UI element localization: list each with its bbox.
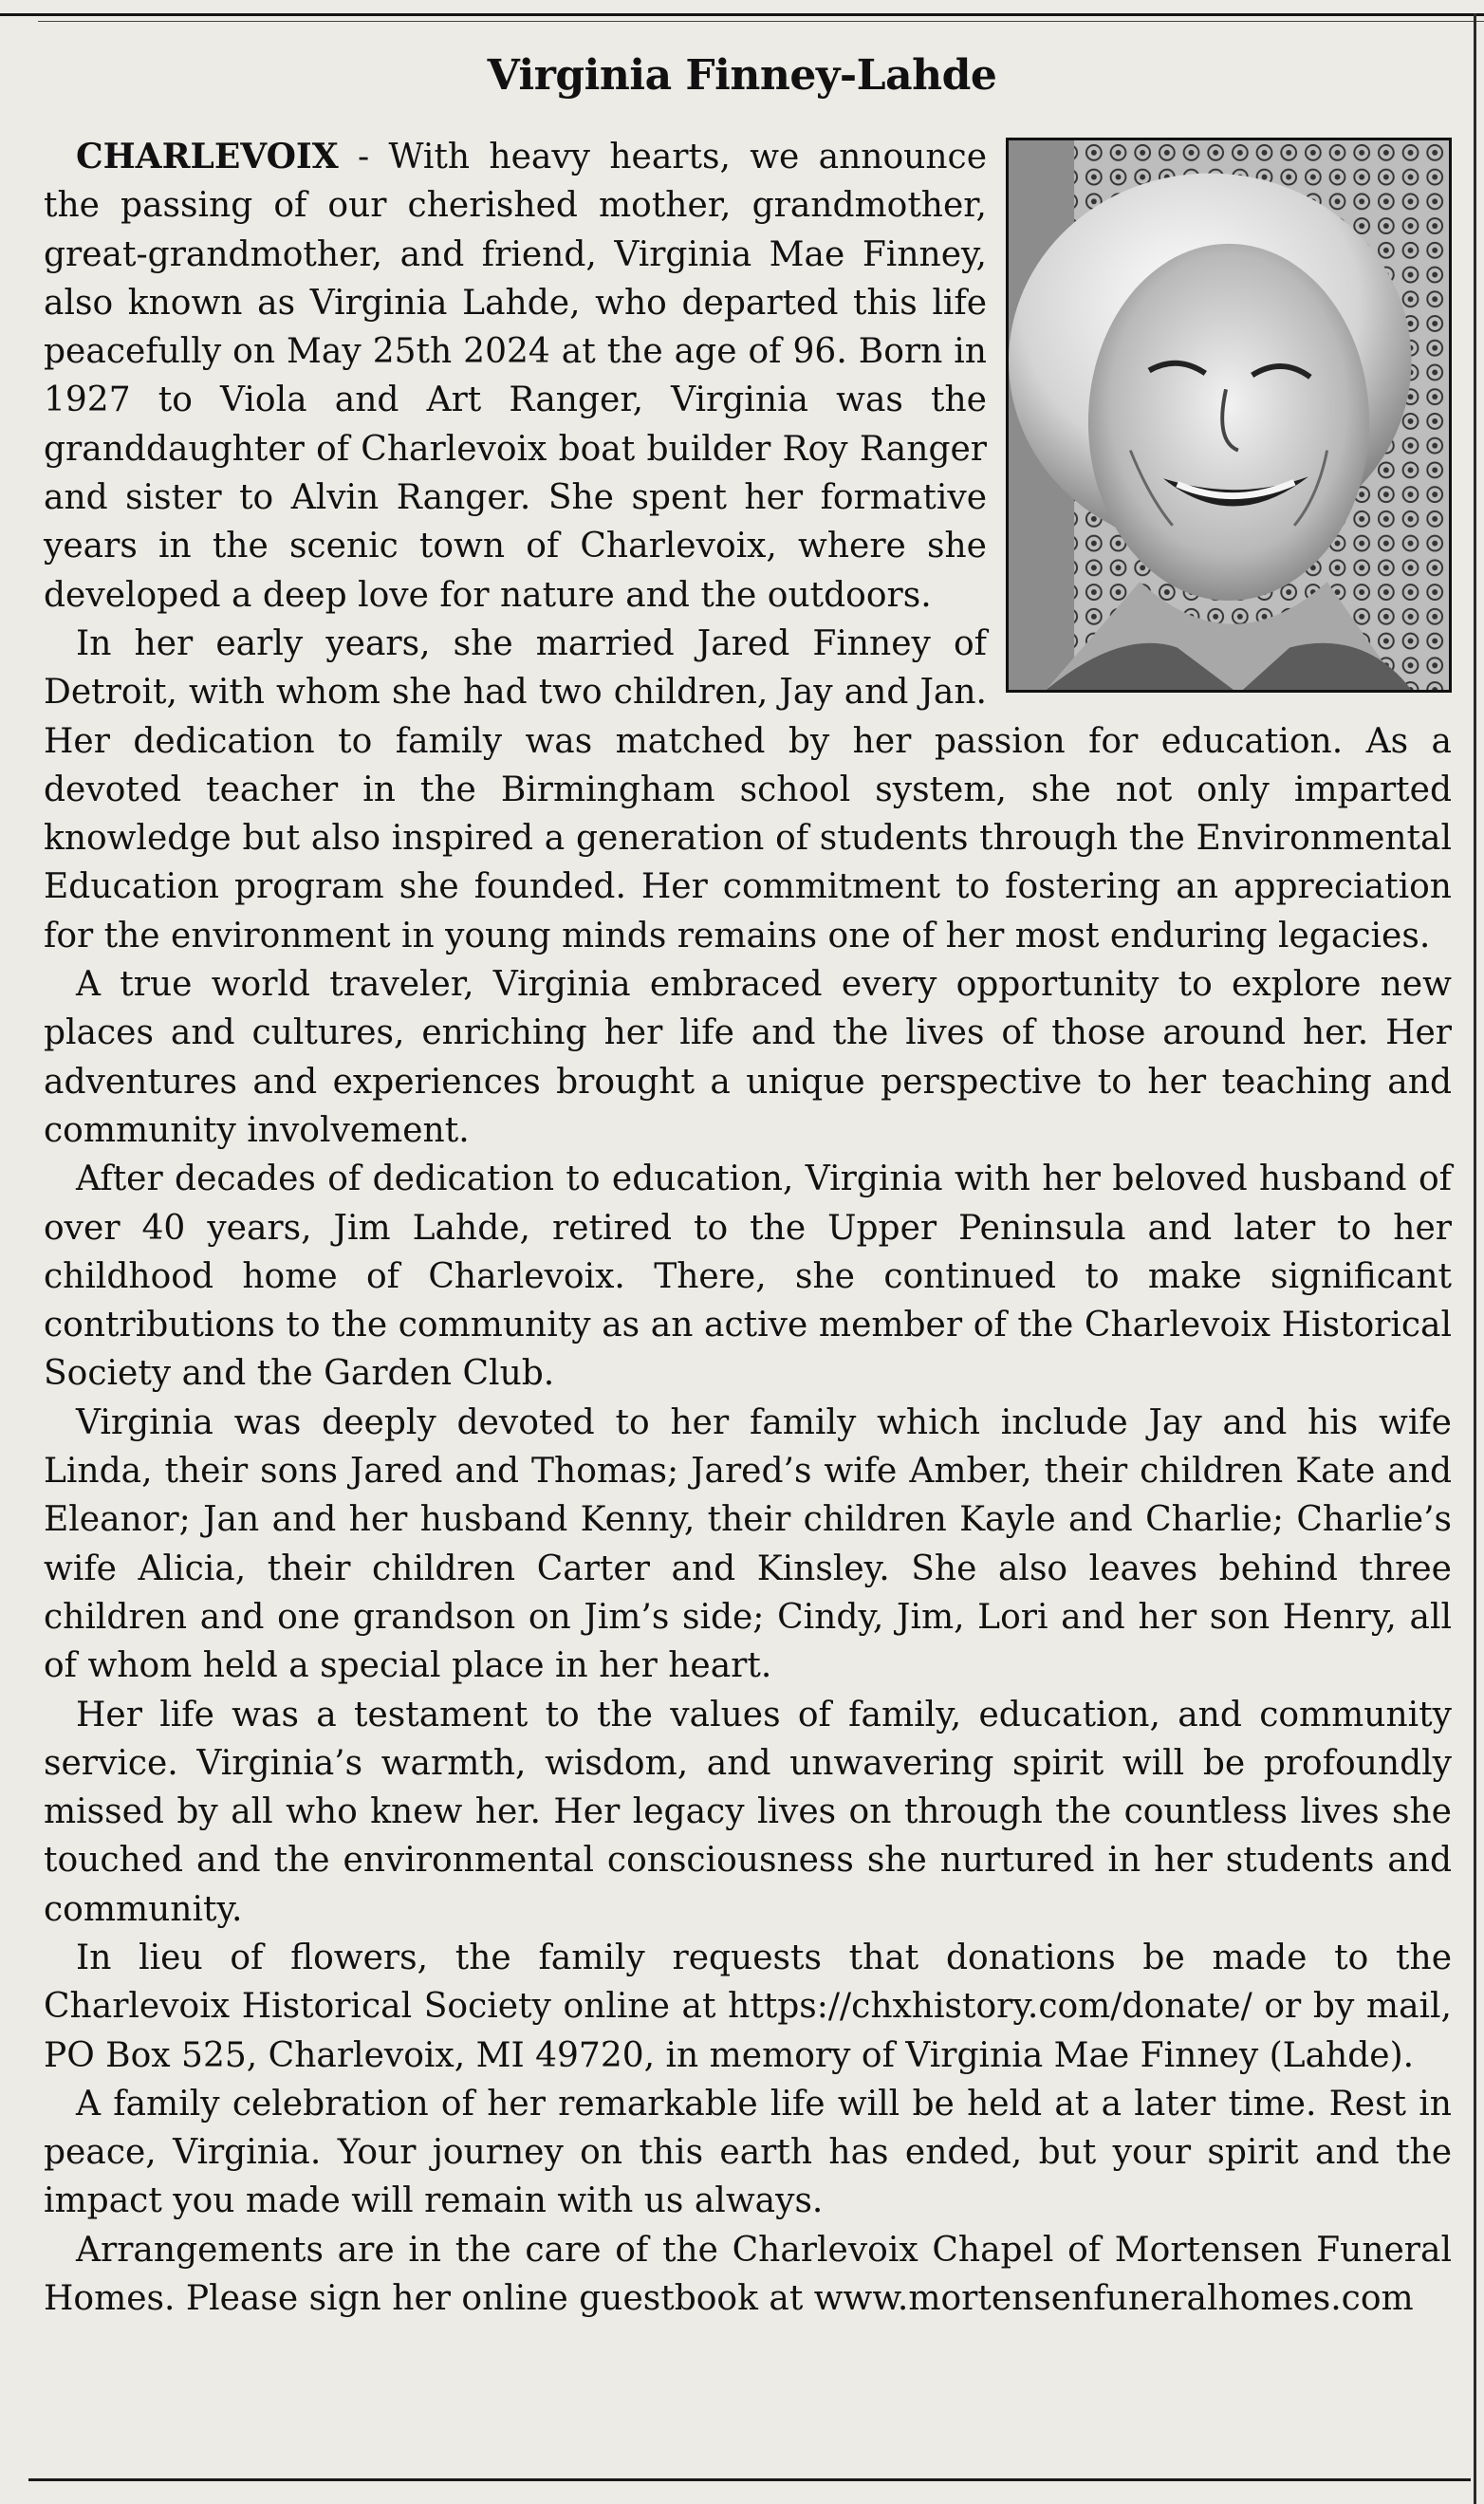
top-rule — [0, 13, 1484, 16]
paragraph-2: In her early years, she married Jared Finney of Detroit, with whom she had two children, Jay and Jan. Her dedication to family was matched by her passion for education. As a devoted teacher in the Birmingham school system, she not only imparted knowledge but also inspired a generation of students through the Environmental Education program she founded. Her commitment to fostering an appreciation for the environment in young minds remains one of her most enduring legacies. — [44, 623, 1452, 955]
paragraph-3: A true world traveler, Virginia embraced every opportunity to explore new places and cultures, enriching her life and the lives of those around her. Her adventures and experiences brought a unique perspective to her teaching and community involvement. — [44, 965, 1452, 1150]
paragraph-1-text: - With heavy hearts, we announce the passing of our cherished mother, grandmother, great-grandmother, and friend, Virginia Mae Finney, also known as Virginia Lahde, who departed this life peacefully on May 25th 2024 at the age of 96. Born in 1927 to Viola and Art Ranger, Virginia was the granddaughter of Charlevoix boat builder Roy Ranger and sister to Alvin Ranger. She spent her formative years in the scenic town of Charlevoix, where she developed a deep love for nature and the outdoors. — [44, 138, 987, 615]
dateline: CHARLEVOIX — [76, 137, 339, 176]
paragraph-8: A family celebration of her remarkable life will be held at a later time. Rest in peace, Virginia. Your journey on this earth has ended, but your spirit and the impact you made will remain with us always. — [44, 2084, 1452, 2221]
paragraph-9: Arrangements are in the care of the Charlevoix Chapel of Mortensen Funeral Homes. Please sign her online guestbook at www.mortensenfuneralhomes.com — [44, 2230, 1452, 2319]
obituary-title: Virginia Finney-Lahde — [487, 51, 997, 100]
bottom-rule — [28, 2478, 1471, 2481]
paragraph-6: Her life was a testament to the values of family, education, and community service. Virginia’s warmth, wisdom, and unwavering spirit will be profoundly missed by all who knew her. Her legacy lives on through the countless lives she touched and the environmental consciousness she nurtured in her students and community. — [44, 1695, 1452, 1929]
top-rule-thin — [38, 21, 1484, 22]
paragraph-5: Virginia was deeply devoted to her family which include Jay and his wife Linda, their sons Jared and Thomas; Jared’s wife Amber, their children Kate and Eleanor; Jan and her husband Kenny, their children Kayle and Charlie; Charlie’s wife Alicia, their children Carter and Kinsley. She also leaves behind three children and one grandson on Jim’s side; Cindy, Jim, Lori and her son Henry, all of whom held a special place in her heart. — [44, 1402, 1452, 1686]
obituary-body — [44, 133, 1452, 2323]
column-rule-right — [1474, 13, 1476, 2504]
photo-wrap-space — [987, 133, 1452, 702]
paragraph-7: In lieu of flowers, the family requests that donations be made to the Charlevoix Historical Society online at https://chxhistory.com/donate/ or by mail, PO Box 525, Charlevoix, MI 49720, in memory of Virginia Mae Finney (Lahde). — [44, 1938, 1452, 2075]
paragraph-4: After decades of dedication to education, Virginia with her beloved husband of over 40 years, Jim Lahde, retired to the Upper Peninsula and later to her childhood home of Charlevoix. There, she continued to make significant contributions to the community as an active member of the Charlevoix Historical Society and the Garden Club. — [44, 1159, 1452, 1394]
